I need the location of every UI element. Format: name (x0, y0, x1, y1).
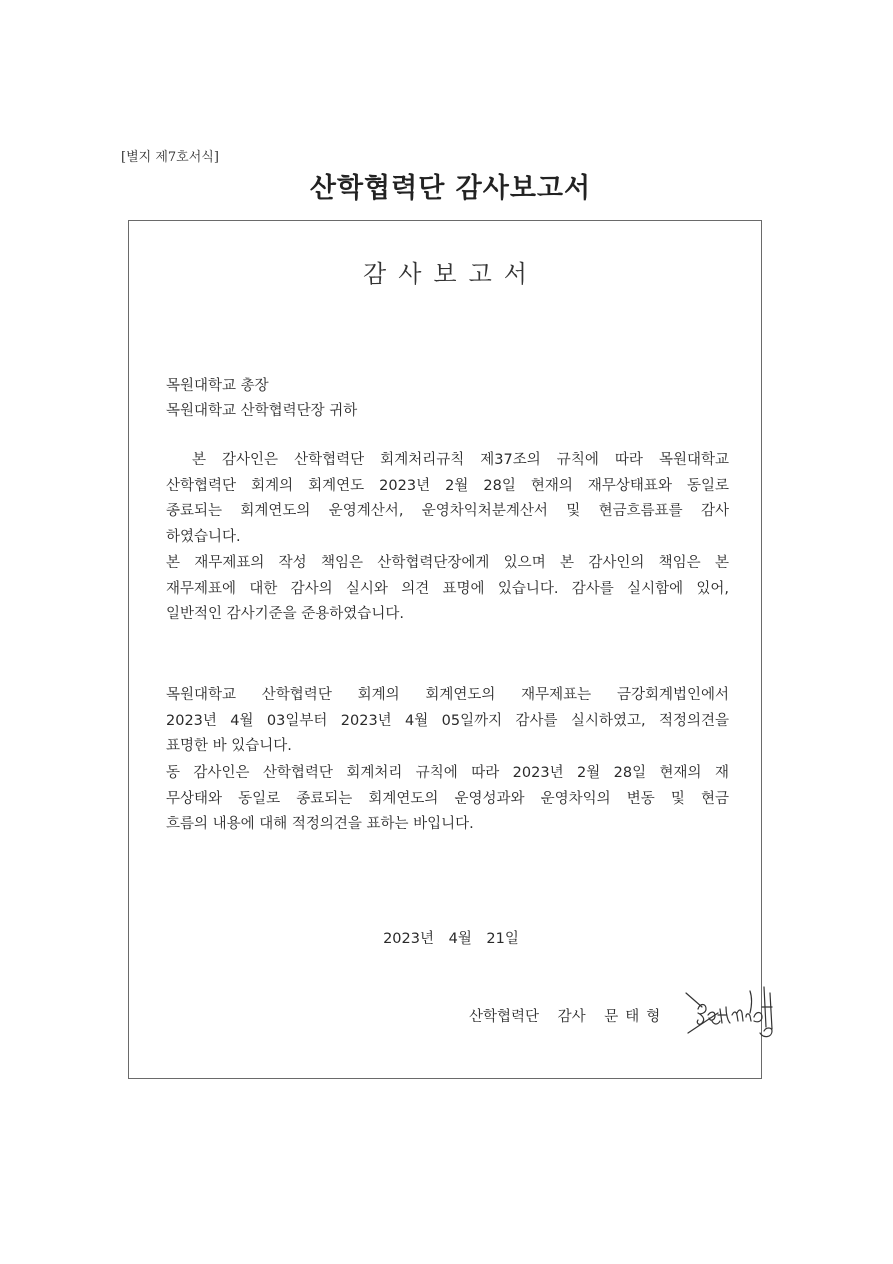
text-line: 일반적인 감사기준을 준용하였습니다. (166, 606, 404, 622)
recipient-president: 목원대학교 총장 (166, 378, 269, 394)
signer-organization: 산학협력단 (469, 1009, 540, 1025)
paragraph-opinion (166, 761, 729, 838)
paragraph-audit-scope (166, 448, 729, 550)
text-line: 목원대학교 산학협력단 회계의 회계연도의 재무제표는 금강회계법인에서 (166, 687, 729, 703)
text-line: 재무제표에 대한 감사의 실시와 의견 표명에 있습니다. 감사를 실시함에 있어, (166, 580, 729, 597)
signature-icon (684, 981, 779, 1041)
text-line: 산학협력단 회계의 회계연도 2023년 2월 28일 현재의 재무상태표와 동일로 (166, 477, 729, 494)
document-title: 산학협력단 감사보고서 (309, 173, 592, 204)
signer-block (469, 1005, 667, 1026)
text-line: 하였습니다. (166, 528, 241, 545)
paragraph-external-audit (166, 683, 729, 760)
signer-name: 문태형 (604, 1009, 668, 1025)
text-line: 본 감사인은 산학협력단 회계처리규칙 제37조의 규칙에 따라 목원대학교 (166, 452, 729, 468)
text-line: 종료되는 회계연도의 운영계산서, 운영차익처분계산서 및 현금흐름표를 감사 (166, 503, 729, 519)
audit-report-box (128, 220, 762, 1079)
text-line: 흐름의 내용에 대해 적정의견을 표하는 바입니다. (166, 816, 474, 832)
report-heading: 감사보고서 (363, 260, 539, 288)
recipient-foundation-head: 목원대학교 산학협력단장 귀하 (166, 403, 358, 419)
form-number-label: [별지 제7호서식] (121, 150, 219, 165)
text-line: 2023년 4월 03일부터 2023년 4월 05일까지 감사를 실시하였고, 적정의견을 (166, 712, 729, 729)
text-line: 무상태와 동일로 종료되는 회계연도의 운영성과와 운영차익의 변동 및 현금 (166, 790, 729, 807)
report-date: 2023년 4월 21일 (383, 931, 519, 947)
paragraph-responsibility (166, 551, 729, 628)
text-line: 본 재무제표의 작성 책임은 산학협력단장에게 있으며 본 감사인의 책임은 본 (166, 555, 729, 571)
signer-role: 감사 (557, 1009, 586, 1025)
text-line: 동 감사인은 산학협력단 회계처리 규칙에 따라 2023년 2월 28일 현재의 재 (166, 765, 729, 781)
text-line: 표명한 바 있습니다. (166, 738, 292, 754)
recipients (166, 374, 357, 424)
